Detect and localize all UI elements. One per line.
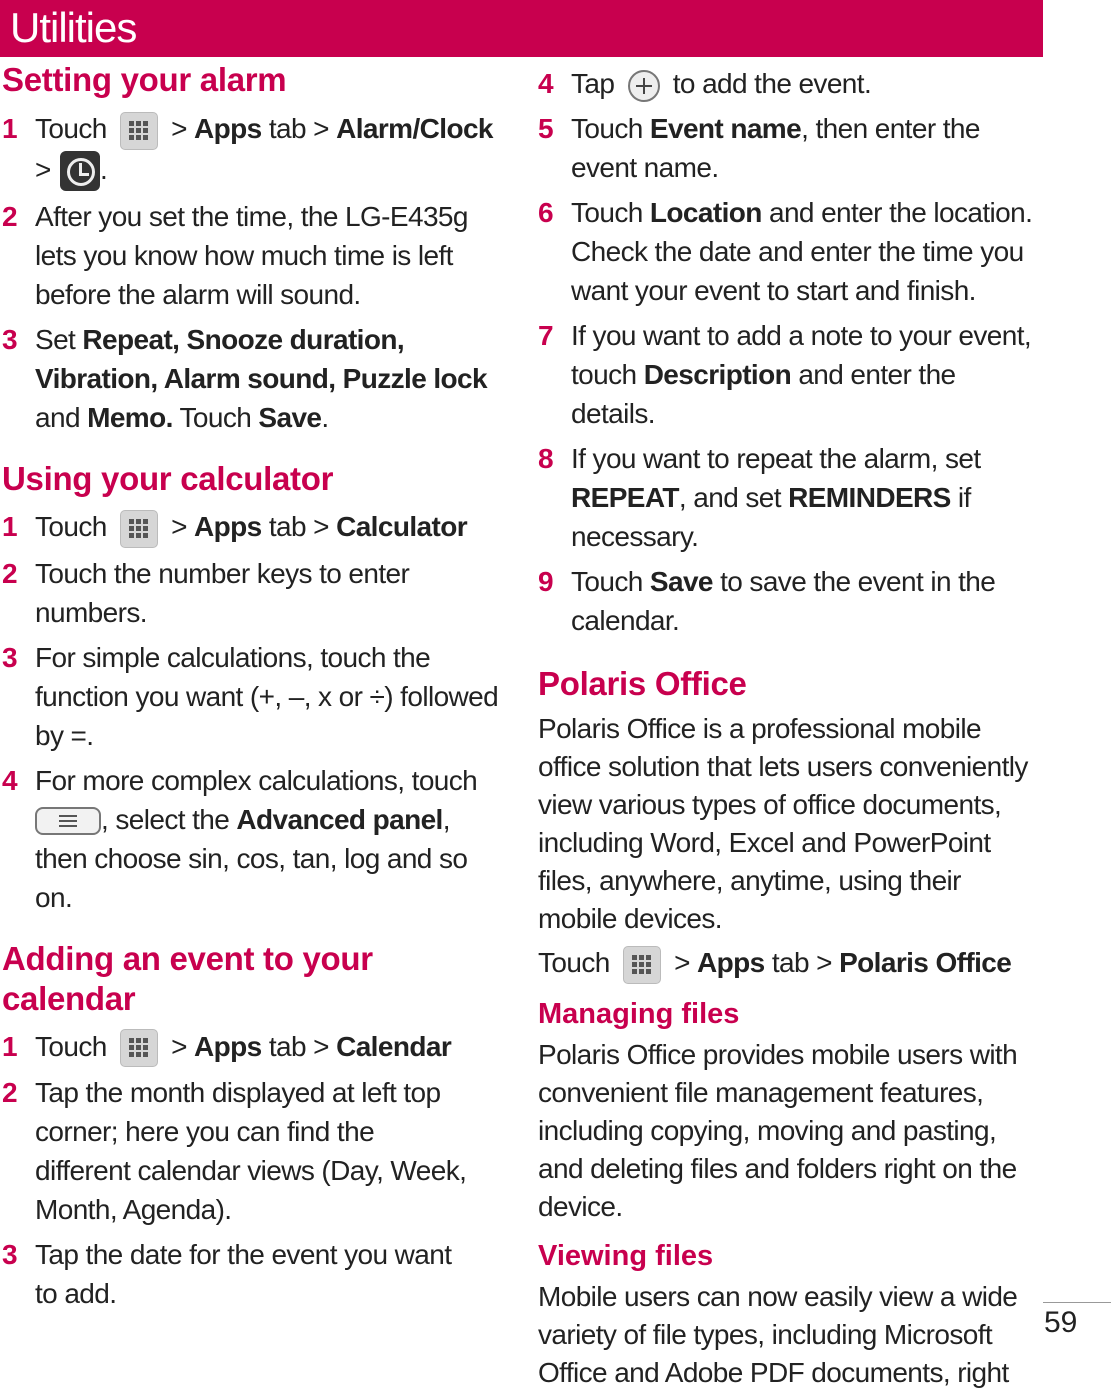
- step-text: Touch: [179, 402, 252, 434]
- calendar-step-9: [538, 562, 1038, 640]
- alarm-step-1: [2, 109, 507, 191]
- step-text: Touch: [571, 197, 643, 228]
- alarm-step-3: [2, 320, 507, 437]
- step-text: .: [99, 153, 108, 185]
- alarm-options-label: Repeat, Snooze duration, Vibration, Alarm sound, Puzzle lock: [35, 324, 487, 395]
- step-text: tab >: [771, 947, 832, 978]
- apps-icon: [120, 1029, 158, 1067]
- step-text: Tap: [571, 68, 615, 99]
- step-text: to save the event in the calendar.: [571, 566, 996, 636]
- step-text: tab >: [268, 1030, 329, 1062]
- step-number: 4: [2, 764, 17, 796]
- calendar-step-1: [2, 1027, 507, 1068]
- step-text: tab >: [268, 113, 329, 144]
- step-text: Touch: [35, 1030, 107, 1062]
- polaris-intro: Polaris Office is a professional mobile office solution that lets users conveniently view various types of office documents, including Word, Excel and PowerPoint files, anywhere, anytime, using their mobile devices.: [538, 713, 1028, 934]
- step-text: If you want to repeat the alarm, set: [571, 443, 981, 474]
- step-text: , then enter the event name.: [571, 113, 980, 183]
- page-number: 59: [1044, 1306, 1078, 1339]
- polaris-heading: Polaris Office: [538, 665, 747, 702]
- apps-label: Apps: [194, 113, 262, 144]
- viewing-files-text: Mobile users can now easily view a wide variety of file types, including Microsoft Office and Adobe PDF documents, right: [538, 1280, 1018, 1388]
- left-column: [2, 60, 507, 1313]
- apps-icon: [623, 946, 661, 984]
- step-number: 5: [538, 113, 553, 144]
- step-text: Tap the month displayed at left top corner; here you can find the different calendar views (Day, Week, Month, Agenda).: [35, 1077, 467, 1226]
- step-text: and enter the location. Check the date and enter the time you want your event to start and finish.: [571, 197, 1033, 306]
- save-label: Save: [258, 402, 322, 434]
- step-text: tab >: [268, 511, 329, 543]
- step-number: 2: [2, 201, 17, 233]
- step-number: 3: [2, 641, 17, 673]
- step-text: >: [171, 113, 187, 144]
- advanced-panel-label: Advanced panel: [236, 803, 443, 835]
- step-text: Set: [35, 324, 76, 356]
- step-number: 3: [2, 324, 17, 356]
- header-bar: [0, 0, 1043, 57]
- step-number: 9: [538, 566, 553, 597]
- location-label: Location: [649, 197, 762, 228]
- step-text: and: [35, 402, 80, 434]
- step-number: 1: [2, 1030, 17, 1062]
- calculator-step-1: [2, 507, 507, 548]
- reminders-label: REMINDERS: [788, 482, 951, 513]
- apps-label: Apps: [194, 511, 262, 543]
- alarm-clock-icon: [60, 151, 100, 191]
- step-text: Touch: [35, 113, 107, 144]
- alarm-heading: Setting your alarm: [2, 61, 287, 98]
- step-text: Touch: [538, 947, 610, 978]
- managing-files-text: Polaris Office provides mobile users with convenient file management features, including copying, moving and pasting, and deleting files and folders right on the device.: [538, 1038, 1018, 1222]
- step-text: Touch: [571, 566, 643, 597]
- step-text: , then choose sin, cos, tan, log and so on.: [35, 803, 468, 913]
- step-text: Touch: [35, 511, 107, 543]
- repeat-label: REPEAT: [571, 482, 679, 513]
- step-text: After you set the time, the LG-E435g lets you know how much time is left before the alarm will sound.: [35, 201, 468, 311]
- calendar-label: Calendar: [336, 1030, 452, 1062]
- step-text: to add the event.: [672, 68, 872, 99]
- calendar-step-5: [538, 109, 1038, 187]
- calendar-step-8: [538, 439, 1038, 556]
- memo-label: Memo.: [87, 402, 173, 434]
- step-text: For simple calculations, touch the function you want (+, –, x or ÷) followed by =.: [35, 641, 499, 751]
- calendar-step-3: [2, 1235, 475, 1313]
- step-number: 3: [2, 1239, 17, 1271]
- description-label: Description: [643, 359, 792, 390]
- calendar-step-4: [538, 64, 1038, 103]
- step-text: Touch: [571, 113, 643, 144]
- step-text: >: [171, 511, 187, 543]
- step-number: 4: [538, 68, 553, 99]
- step-text: if necessary.: [571, 482, 971, 552]
- step-number: 2: [2, 1077, 17, 1109]
- calendar-step-7: [538, 316, 1038, 433]
- step-text: Touch the number keys to enter numbers.: [35, 557, 410, 628]
- step-text: and enter the details.: [571, 359, 956, 429]
- calendar-step-6: [538, 193, 1038, 310]
- calculator-heading: Using your calculator: [2, 460, 334, 498]
- step-text: Tap the date for the event you want to add.: [35, 1239, 452, 1310]
- footer-rule: [1043, 1302, 1111, 1303]
- calculator-step-3: [2, 638, 507, 755]
- page-section-title: Utilities: [10, 4, 137, 51]
- calculator-step-4: [2, 761, 507, 917]
- step-number: 1: [2, 113, 17, 144]
- add-event-icon: [628, 70, 660, 102]
- calculator-label: Calculator: [336, 511, 468, 543]
- alarm-clock-label: Alarm/Clock: [336, 113, 493, 144]
- managing-files-heading: Managing files: [538, 997, 740, 1030]
- step-text: .: [321, 402, 329, 434]
- apps-label: Apps: [194, 1030, 262, 1062]
- step-text: For more complex calculations, touch: [35, 764, 478, 796]
- polaris-office-label: Polaris Office: [839, 947, 1012, 978]
- apps-label: Apps: [697, 947, 765, 978]
- event-name-label: Event name: [649, 113, 802, 144]
- viewing-files-heading: Viewing files: [538, 1239, 714, 1272]
- step-number: 8: [538, 443, 553, 474]
- step-text: >: [171, 1030, 187, 1062]
- step-text: , and set: [678, 482, 781, 513]
- save-label: Save: [649, 566, 713, 597]
- polaris-touch-line: [538, 944, 1038, 984]
- step-number: 1: [2, 511, 17, 543]
- step-text: >: [35, 153, 51, 185]
- right-column: [538, 64, 1038, 1392]
- step-text: , select the: [101, 803, 230, 835]
- step-number: 6: [538, 197, 553, 228]
- menu-icon: [35, 807, 101, 835]
- step-text: If you want to add a note to your event, touch: [571, 320, 1032, 390]
- calculator-step-2: [2, 554, 507, 632]
- alarm-step-2: [2, 197, 507, 314]
- step-number: 7: [538, 320, 553, 351]
- apps-icon: [120, 112, 158, 150]
- step-number: 2: [2, 557, 17, 589]
- calendar-heading: Adding an event to your calendar: [2, 939, 373, 1017]
- step-text: >: [674, 947, 690, 978]
- calendar-step-2: [2, 1073, 475, 1229]
- apps-icon: [120, 510, 158, 548]
